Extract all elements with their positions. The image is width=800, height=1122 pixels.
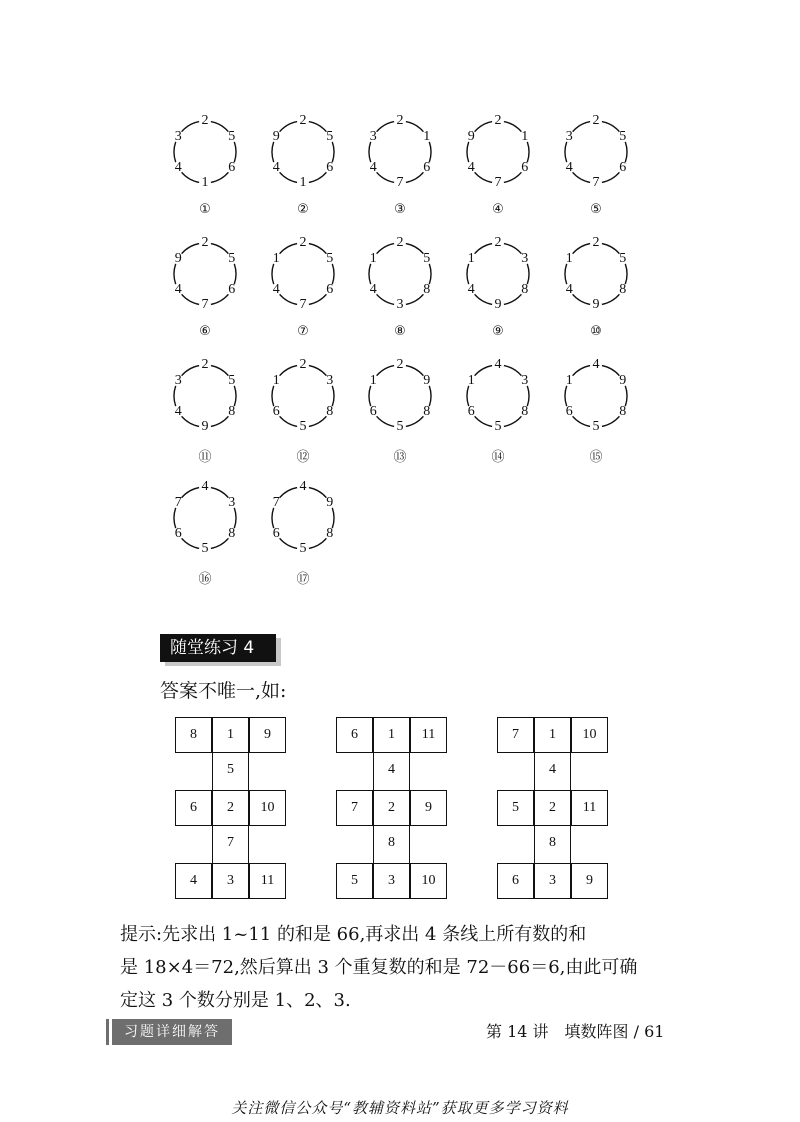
grid-cell: 6 (175, 790, 212, 826)
ring-number: 5 (326, 128, 334, 144)
ring-number: 5 (494, 419, 502, 434)
grid-cell: 2 (212, 790, 249, 826)
ring-number: 6 (467, 403, 475, 419)
ring-number: 7 (494, 175, 502, 190)
section-title: 随堂练习 4 (160, 634, 276, 662)
ring-number: 3 (369, 128, 377, 144)
ring-number: 9 (201, 419, 209, 434)
grid-cell: 10 (410, 863, 447, 899)
grid-cell: 3 (373, 863, 410, 899)
grid-cell: 6 (497, 863, 534, 899)
ring-diagram (360, 357, 440, 465)
grid-cell: 5 (497, 790, 534, 826)
ring-number: 2 (592, 235, 600, 250)
ring-number: 5 (326, 250, 334, 266)
ring-label: ⑧ (394, 324, 406, 339)
grid-cell: 3 (534, 863, 571, 899)
hint-line: 提示:先求出 1~11 的和是 66,再求出 4 条线上所有数的和 (120, 924, 587, 945)
ring-number: 1 (467, 372, 475, 388)
ring-label: ⑰ (296, 572, 310, 587)
ring-number: 1 (272, 250, 280, 266)
grid-cell: 10 (571, 717, 608, 753)
ring-number: 4 (201, 479, 209, 494)
answer-lead: 答案不唯一,如: (160, 680, 287, 702)
ring-number: 3 (521, 250, 529, 266)
grid-cell: 11 (571, 790, 608, 826)
ring-number: 8 (619, 281, 627, 297)
ring-label: ① (199, 202, 211, 217)
ring-number: 4 (565, 281, 573, 297)
grid-cell: 8 (373, 826, 410, 864)
ring-number: 3 (396, 297, 404, 312)
ring-number: 9 (467, 128, 475, 144)
ring-label: ⑪ (198, 450, 212, 465)
ring-number: 4 (494, 357, 502, 372)
ring-number: 1 (467, 250, 475, 266)
ring-label: ⑥ (199, 324, 211, 339)
ring-number: 4 (272, 281, 280, 297)
ring-number: 8 (619, 403, 627, 419)
ring-number: 9 (326, 494, 334, 510)
ring-number: 4 (592, 357, 600, 372)
grid-cell: 8 (175, 717, 212, 753)
ring-number: 9 (272, 128, 280, 144)
ring-number: 3 (174, 128, 182, 144)
ring-number: 2 (494, 235, 502, 250)
ring-label: ③ (394, 202, 406, 217)
ring-number: 1 (565, 250, 573, 266)
ring-number: 5 (592, 419, 600, 434)
ring-label: ② (297, 202, 309, 217)
ring-diagram (165, 357, 245, 465)
ring-number: 6 (272, 525, 280, 541)
ring-diagram (263, 357, 343, 465)
ring-number: 2 (396, 357, 404, 372)
ring-number: 6 (272, 403, 280, 419)
hint-line: 定这 3 个数分别是 1、2、3. (120, 990, 351, 1011)
ring-number: 7 (396, 175, 404, 190)
ring-diagram (263, 235, 343, 342)
ring-diagram (556, 235, 636, 342)
grid-cell: 1 (373, 717, 410, 753)
ring-label: ⑨ (492, 324, 504, 339)
ring-label: ④ (492, 202, 504, 217)
ring-number: 4 (272, 159, 280, 175)
ring-number: 6 (521, 159, 529, 175)
ring-number: 2 (299, 357, 307, 372)
ring-number: 8 (521, 403, 529, 419)
number-grid (497, 717, 608, 901)
grid-cell: 9 (571, 863, 608, 899)
ring-number: 4 (174, 159, 182, 175)
ring-diagram (165, 113, 245, 220)
grid-cell: 6 (336, 717, 373, 753)
grid-cell: 9 (410, 790, 447, 826)
grid-cell: 2 (534, 790, 571, 826)
ring-number: 5 (228, 250, 236, 266)
ring-diagram (556, 357, 636, 465)
ring-diagram (458, 235, 538, 342)
grid-cell: 5 (212, 753, 249, 791)
grid-cell: 2 (373, 790, 410, 826)
ring-number: 4 (467, 281, 475, 297)
ring-number: 6 (228, 159, 236, 175)
ring-number: 8 (423, 281, 431, 297)
ring-number: 1 (201, 175, 209, 190)
grid-cell: 7 (336, 790, 373, 826)
ring-number: 3 (174, 372, 182, 388)
ring-number: 2 (396, 235, 404, 250)
ring-diagram (263, 113, 343, 220)
bottom-note: 关注微信公众号“教辅资料站”获取更多学习资料 (231, 1099, 569, 1117)
ring-label: ⑯ (198, 572, 212, 587)
grid-cell: 10 (249, 790, 286, 826)
ring-number: 6 (565, 403, 573, 419)
ring-number: 1 (272, 372, 280, 388)
ring-number: 8 (326, 525, 334, 541)
ring-label: ⑩ (590, 324, 602, 339)
ring-number: 2 (299, 113, 307, 128)
ring-number: 4 (174, 281, 182, 297)
ring-number: 7 (201, 297, 209, 312)
number-grid (336, 717, 447, 901)
ring-number: 2 (201, 235, 209, 250)
ring-number: 1 (565, 372, 573, 388)
ring-label: ⑬ (393, 450, 407, 465)
ring-label: ⑫ (296, 450, 310, 465)
grid-cell: 4 (175, 863, 212, 899)
ring-number: 2 (396, 113, 404, 128)
grid-cell: 7 (497, 717, 534, 753)
ring-number: 1 (521, 128, 529, 144)
page-number: 第 14 讲 填数阵图 / 61 (486, 1022, 665, 1041)
ring-number: 3 (326, 372, 334, 388)
ring-diagram (458, 357, 538, 465)
ring-diagram (458, 113, 538, 220)
ring-number: 1 (369, 372, 377, 388)
ring-number: 8 (228, 403, 236, 419)
grid-cell: 9 (249, 717, 286, 753)
ring-diagram (360, 113, 440, 220)
grid-cell: 8 (534, 826, 571, 864)
number-grid (175, 717, 286, 901)
ring-diagram (165, 479, 245, 587)
ring-number: 5 (619, 250, 627, 266)
ring-number: 7 (272, 494, 280, 510)
ring-number: 3 (565, 128, 573, 144)
grid-cell: 1 (534, 717, 571, 753)
ring-number: 5 (299, 419, 307, 434)
ring-number: 8 (423, 403, 431, 419)
ring-label: ⑭ (491, 450, 505, 465)
ring-number: 4 (565, 159, 573, 175)
grid-cell: 5 (336, 863, 373, 899)
grid-cell: 1 (212, 717, 249, 753)
footer-section-tag: 习题详细解答 (112, 1019, 232, 1045)
grid-cell: 3 (212, 863, 249, 899)
ring-number: 5 (396, 419, 404, 434)
ring-number: 7 (299, 297, 307, 312)
ring-diagram (556, 113, 636, 220)
grid-cell: 4 (373, 753, 410, 791)
ring-number: 5 (619, 128, 627, 144)
ring-number: 7 (174, 494, 182, 510)
ring-number: 4 (369, 159, 377, 175)
ring-number: 9 (174, 250, 182, 266)
ring-number: 6 (326, 281, 334, 297)
ring-number: 2 (494, 113, 502, 128)
grid-cell: 11 (410, 717, 447, 753)
ring-number: 4 (369, 281, 377, 297)
ring-number: 2 (299, 235, 307, 250)
hint-line: 是 18×4＝72,然后算出 3 个重复数的和是 72－66＝6,由此可确 (120, 957, 638, 978)
ring-number: 8 (326, 403, 334, 419)
ring-label: ⑦ (297, 324, 309, 339)
ring-label: ⑤ (590, 202, 602, 217)
ring-number: 9 (592, 297, 600, 312)
ring-number: 4 (174, 403, 182, 419)
ring-number: 5 (228, 128, 236, 144)
ring-number: 5 (201, 541, 209, 556)
ring-number: 8 (521, 281, 529, 297)
ring-number: 6 (423, 159, 431, 175)
ring-number: 9 (423, 372, 431, 388)
ring-number: 8 (228, 525, 236, 541)
ring-number: 6 (326, 159, 334, 175)
grid-cell: 7 (212, 826, 249, 864)
hint-text (120, 918, 700, 1017)
ring-number: 6 (369, 403, 377, 419)
ring-number: 2 (592, 113, 600, 128)
ring-number: 6 (619, 159, 627, 175)
ring-number: 5 (228, 372, 236, 388)
ring-diagram (360, 235, 440, 342)
ring-diagram (263, 479, 343, 587)
ring-number: 2 (201, 113, 209, 128)
ring-number: 6 (174, 525, 182, 541)
ring-number: 7 (592, 175, 600, 190)
ring-number: 1 (423, 128, 431, 144)
ring-number: 1 (369, 250, 377, 266)
ring-diagram (165, 235, 245, 342)
ring-number: 5 (299, 541, 307, 556)
ring-number: 3 (228, 494, 236, 510)
ring-number: 2 (201, 357, 209, 372)
ring-number: 9 (494, 297, 502, 312)
ring-number: 1 (299, 175, 307, 190)
ring-number: 4 (467, 159, 475, 175)
ring-number: 4 (299, 479, 307, 494)
ring-label: ⑮ (589, 450, 603, 465)
ring-number: 3 (521, 372, 529, 388)
ring-number: 5 (423, 250, 431, 266)
ring-number: 6 (228, 281, 236, 297)
ring-number: 9 (619, 372, 627, 388)
grid-cell: 11 (249, 863, 286, 899)
grid-cell: 4 (534, 753, 571, 791)
